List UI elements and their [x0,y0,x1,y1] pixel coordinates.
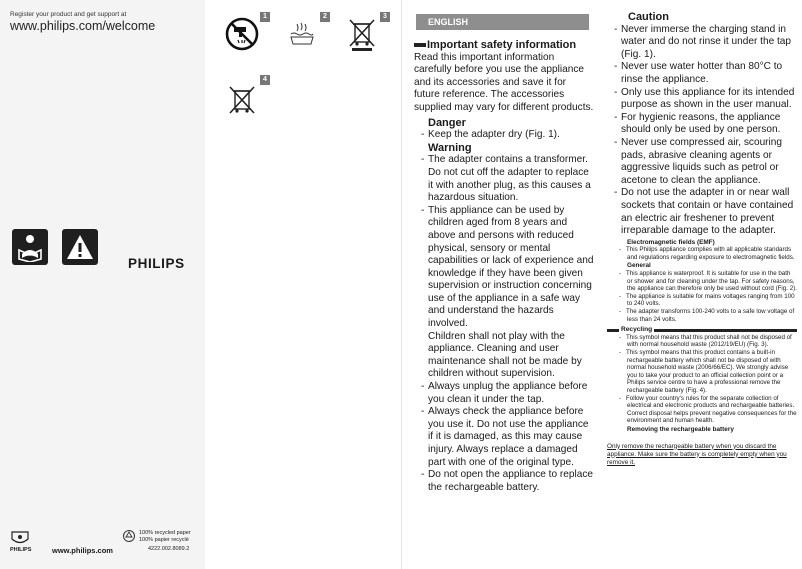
section-heading: Important safety information [414,39,594,52]
recycling-item: - This symbol means that this product contains a built-in rechargeable battery which shall not be disposed of with normal household waste (2006/66/EC). We strongly advise you to take your product to an official collection point or a Philips service centre to have a professional remove the rechargeable battery (Fig. 4). [619,349,789,394]
philips-brand: PHILIPS [128,256,185,271]
removing-battery-title: Removing the rechargeable battery [627,425,734,433]
emf-title: Electromagnetic fields (EMF) [627,238,715,246]
caution-item: - Never immerse the charging stand in water and do not rinse it under the tap (Fig. 1). [614,23,792,60]
footer-logo-text: PHILIPS [10,547,32,553]
document-code: 4222.002.8089.2 [148,546,190,552]
cover-panel [0,0,205,569]
english-panel [401,0,601,569]
danger-title: Danger [428,116,466,129]
caution-item: - Never use compressed air, scouring pads, abrasive cleaning agents or aggressive liquids such as petrol or acetone to clean the appliance. [614,136,783,186]
safety-column [414,39,594,494]
welcome-url[interactable]: www.philips.com/welcome [10,19,156,33]
warning-title: Warning [428,141,472,154]
footer-url[interactable]: www.philips.com [52,546,113,555]
warning-icon [62,229,98,265]
figure-number-2: 2 [320,12,330,22]
caution-item: - Do not use the adapter in or near wall sockets that contain or have contained an electric air freshener to prevent irreparable damage to the adapter. [614,187,794,237]
recycling-heading: Recycling [607,326,797,334]
removing-battery-note: Only remove the rechargeable battery when you discard the appliance. Make sure the battery is completely empty when you remove it. [607,442,787,466]
warning-item: - Always unplug the appliance before you clean it under the tap. [421,381,588,405]
language-banner: ENGLISH [416,14,589,30]
read-manual-icon [12,229,48,265]
recycled-paper-note: 100% recycled paper 100% papier recyclé [139,530,191,543]
emf-item: - This Philips appliance complies with all applicable standards and regulations regarding exposure to electromagnetic fields. [619,246,795,261]
caution-item: - Never use water hotter than 80°C to rinse the appliance. [614,61,783,85]
warning-item: - This appliance can be used by children aged from 8 years and above and persons with reduced physical, sensory or mental capabilities or lack of experience and knowledge if they have been given supervision or instruction concerning use of the appliance in a safe way and understand the hazards involved. [421,204,594,330]
caution-item: - Only use this appliance for its intended purpose as shown in the user manual. [614,86,795,111]
figure-number-1: 1 [260,12,270,22]
caution-column [607,11,797,467]
general-item: - The appliance is suitable for mains voltages ranging from 100 to 240 volts. [619,292,795,308]
warning-item: - Do not open the appliance to replace the rechargeable battery. [421,469,593,493]
figures-panel [205,0,401,569]
recycling-item: - Follow your country's rules for the separate collection of electrical and electronic products and rechargeable batteries. Correct disposal helps prevent negative consequences for the environment and human health. [619,394,797,425]
general-item: - This appliance is waterproof. It is suitable for use in the bath or shower and for cleaning under the tap. For safety reasons, the appliance can therefore only be used without cord (Fig. 2). [619,270,797,293]
caution-item: - For hygienic reasons, the appliance should only be used by one person. [614,111,781,136]
general-item: - The adapter transforms 100-240 volts to a safe low voltage of less than 24 volts. [619,308,795,323]
bath-shower-icon [289,22,315,51]
figure-number-4: 4 [260,75,270,85]
no-water-adapter-icon [225,17,259,56]
caution-panel [601,0,802,569]
warning-item: - Always check the appliance before you use it. Do not use the appliance if it is damaged, as this may cause injury. Always replace a damaged part with one of the original type. [421,406,589,468]
philips-shield-icon [10,531,30,553]
intro-text: Read this important information carefully before you use the appliance and its accessories and save it for future reference. The accessories supplied may vary for different products. [414,51,594,113]
figure-number-3: 3 [380,12,390,22]
recycle-icon [122,529,136,548]
register-text: Register your product and get support at [10,11,127,18]
small-print-section [607,239,797,434]
weee-bin-icon [347,16,377,57]
general-title: General [627,262,651,270]
caution-title: Caution [628,11,669,23]
danger-item: - Keep the adapter dry (Fig. 1). [421,129,560,141]
battery-bin-icon [227,83,257,124]
warning-continuation: Children shall not play with the appliance. Cleaning and user maintenance shall not be made by children without supervision. [428,330,582,380]
warning-item: - The adapter contains a transformer. Do not cut off the adapter to replace it with another plug, as this causes a hazardous situation. [421,154,591,204]
recycling-item: - This symbol means that this product shall not be disposed of with normal household waste (2012/19/EU) (Fig. 3). [619,333,792,349]
